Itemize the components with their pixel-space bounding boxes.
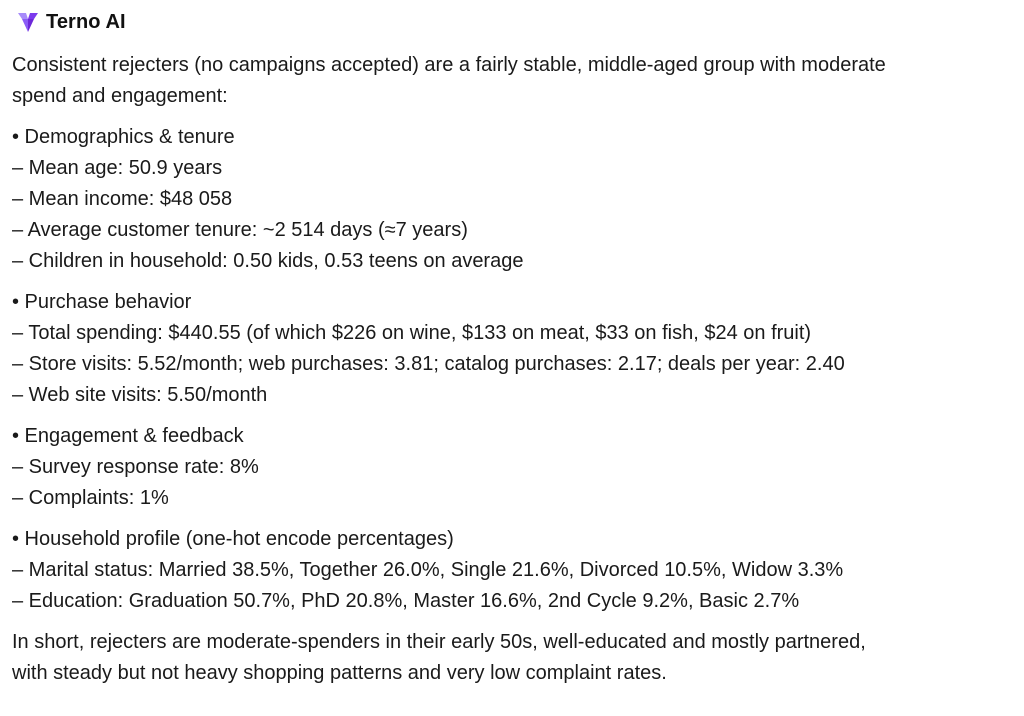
section-engagement — [12, 421, 1012, 514]
list-item: – Average customer tenure: ~2 514 days (≈7 years) — [12, 219, 468, 241]
list-item: – Total spending: $440.55 (of which $226 on wine, $133 on meat, $33 on fish, $24 on fruit) — [12, 322, 812, 344]
assistant-message — [12, 50, 1012, 699]
summary-paragraph — [12, 627, 1012, 689]
terno-logo-icon — [16, 10, 40, 34]
section-purchase-behavior — [12, 287, 1012, 411]
intro-line: Consistent rejecters (no campaigns accepted) are a fairly stable, middle-aged group with moderate — [12, 54, 886, 76]
list-item: – Web site visits: 5.50/month — [12, 384, 268, 406]
intro-line: spend and engagement: — [12, 85, 228, 107]
section-heading: • Household profile (one-hot encode percentages) — [12, 528, 454, 550]
list-item: – Education: Graduation 50.7%, PhD 20.8%, Master 16.6%, 2nd Cycle 9.2%, Basic 2.7% — [12, 590, 800, 612]
list-item: – Complaints: 1% — [12, 487, 169, 509]
section-heading: • Engagement & feedback — [12, 425, 244, 447]
intro-paragraph — [12, 50, 1012, 112]
list-item: – Store visits: 5.52/month; web purchases: 3.81; catalog purchases: 2.17; deals per year: 2.40 — [12, 353, 845, 375]
app-name: Terno AI — [46, 10, 126, 33]
list-item: – Mean age: 50.9 years — [12, 157, 223, 179]
section-heading: • Demographics & tenure — [12, 126, 235, 148]
list-item: – Mean income: $48 058 — [12, 188, 233, 210]
list-item: – Survey response rate: 8% — [12, 456, 259, 478]
list-item: – Marital status: Married 38.5%, Together 26.0%, Single 21.6%, Divorced 10.5%, Widow 3.3% — [12, 559, 844, 581]
section-household-profile — [12, 524, 1012, 617]
section-demographics — [12, 122, 1012, 277]
list-item: – Children in household: 0.50 kids, 0.53 teens on average — [12, 250, 524, 272]
message-header — [16, 8, 126, 36]
summary-line: In short, rejecters are moderate-spenders in their early 50s, well-educated and mostly partnered, — [12, 631, 866, 653]
summary-line: with steady but not heavy shopping patterns and very low complaint rates. — [12, 662, 667, 684]
section-heading: • Purchase behavior — [12, 291, 192, 313]
